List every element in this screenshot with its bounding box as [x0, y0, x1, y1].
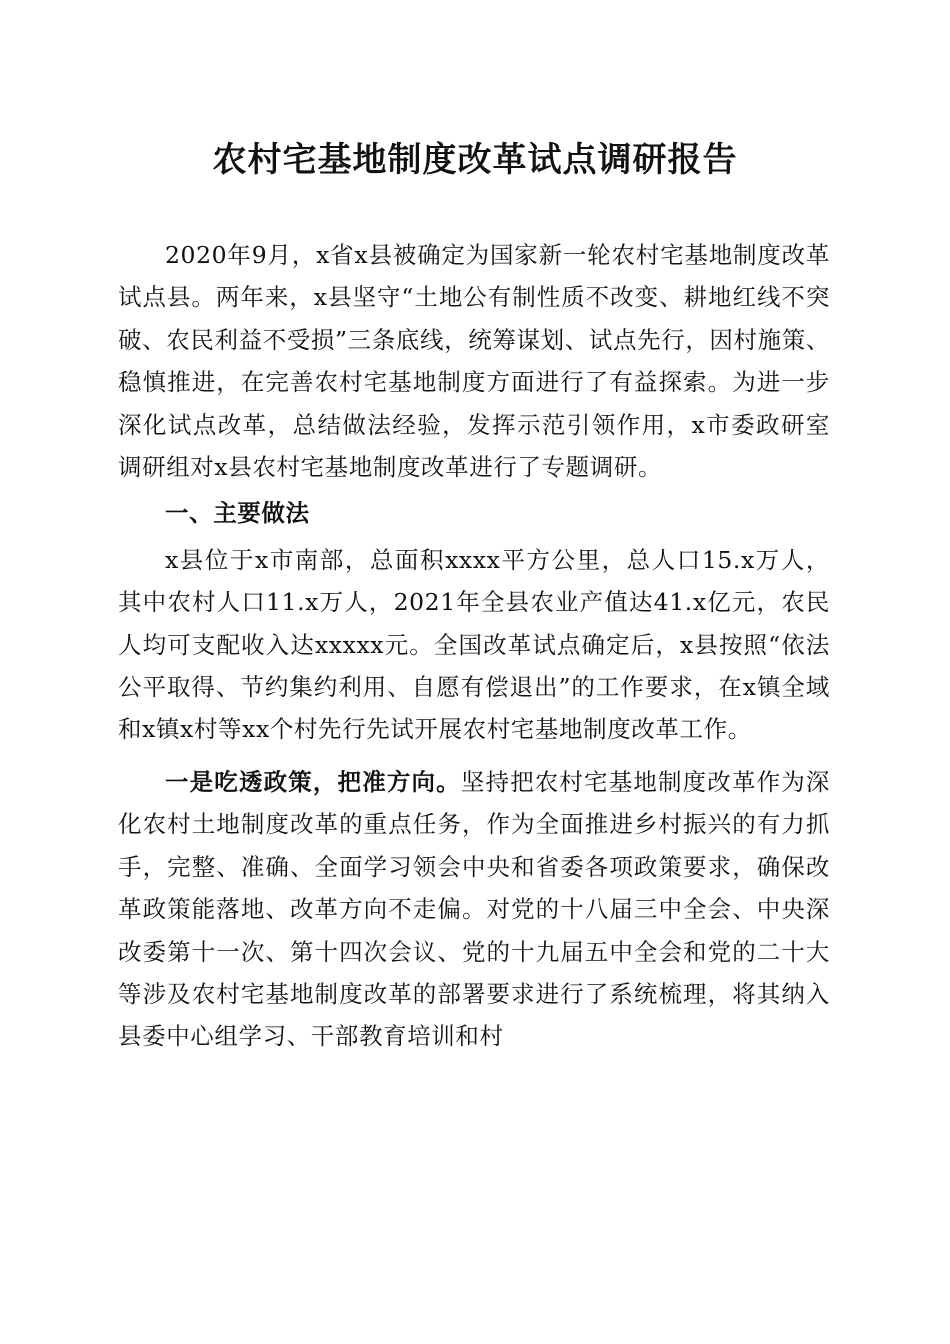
document-title: 农村宅基地制度改革试点调研报告: [212, 140, 738, 180]
point-one-body: 坚持把农村宅基地制度改革作为深化农村土地制度改革的重点任务，作为全面推进乡村振兴的有力抓手，完整、准确、全面学习领会中央和省委各项政策要求，确保改革政策能落地、改革方向不走偏。对党的十八届三中全会、中央深改委第十一次、第十四次会议、党的十九届五中全会和党的二十大等涉及农村宅基地制度改革的部署要求进行了系统梳理，将其纳入县委中心组学习、干部教育培训和村: [118, 767, 831, 1051]
point-one-paragraph: [118, 761, 830, 1058]
county-overview-paragraph: x县位于x市南部，总面积xxxx平方公里，总人口15.x万人，其中农村人口11.x万人，2021年全县农业产值达41.x亿元，农民人均可支配收入达xxxxx元。全国改革试点确定后，x县按照“依法公平取得、节约集约利用、自愿有偿退出”的工作要求，在x镇全域和x镇x村等xx个村先行先试开展农村宅基地制度改革工作。: [118, 545, 830, 744]
intro-paragraph: 2020年9月，x省x县被确定为国家新一轮农村宅基地制度改革试点县。两年来，x县坚守“土地公有制性质不改变、耕地红线不突破、农民利益不受损”三条底线，统筹谋划、试点先行，因村施策、稳慎推进，在完善农村宅基地制度方面进行了有益探索。为进一步深化试点改革，总结做法经验，发挥示范引领作用，x市委政研室调研组对x县农村宅基地制度改革进行了专题调研。: [118, 241, 830, 482]
section-heading-main-practices: 一、主要做法: [165, 499, 310, 528]
point-one-lead: 一是吃透政策，把准方向。: [165, 767, 461, 796]
document-body: [118, 234, 830, 1058]
